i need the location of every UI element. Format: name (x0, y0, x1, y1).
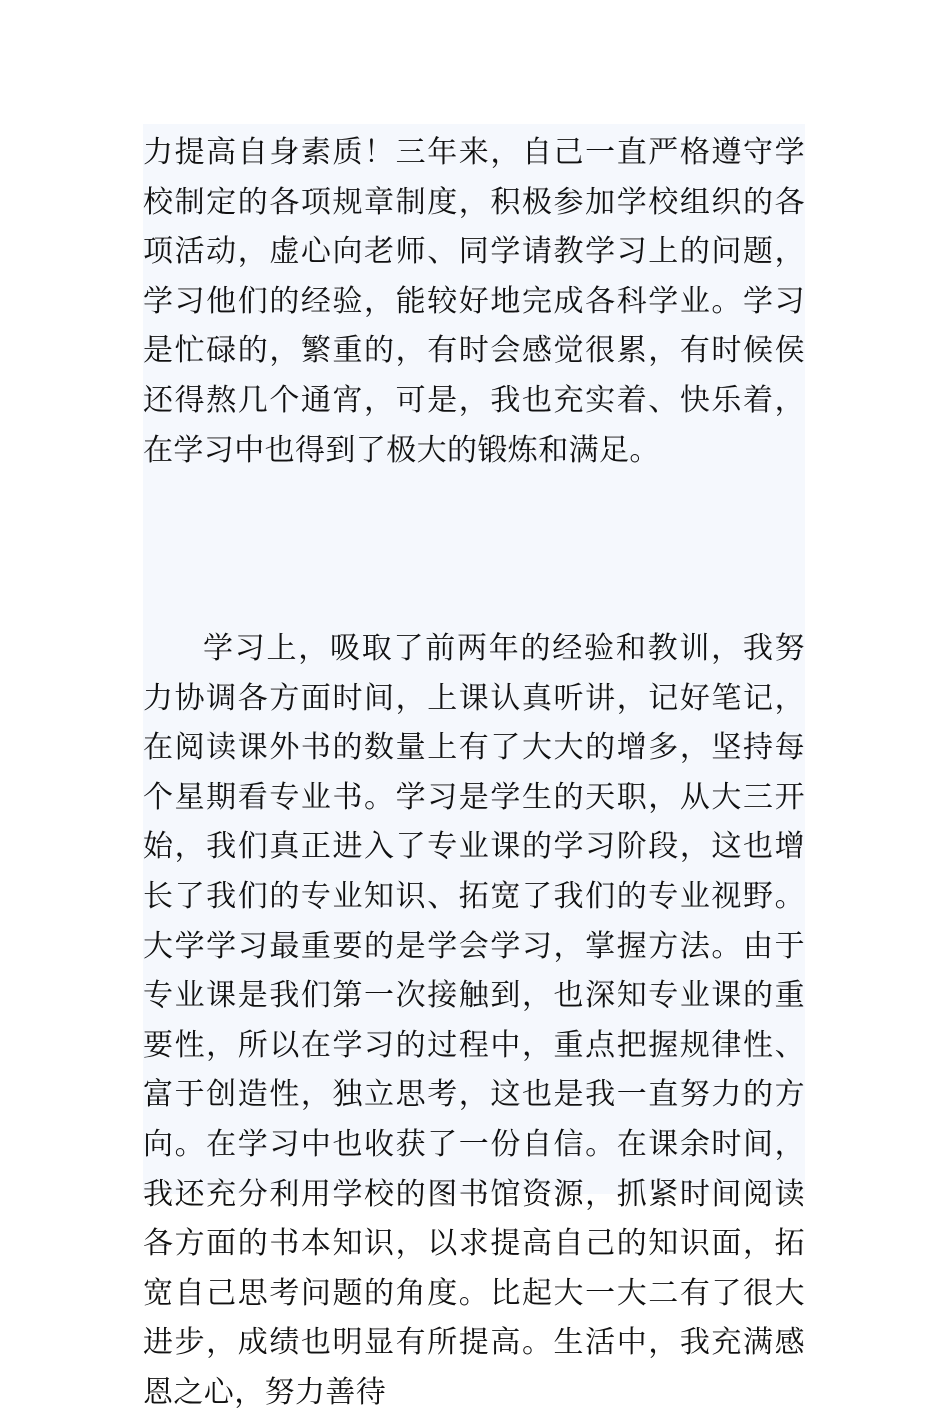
paragraph-2: 学习上，吸取了前两年的经验和教训，我努力协调各方面时间，上课认真听讲，记好笔记，在阅读课外书的数量上有了大大的增多，坚持每个星期看专业书。学习是学生的天职，从大三开始，我们真正进入了专业课的学习阶段，这也增长了我们的专业知识、拓宽了我们的专业视野。大学学习最重要的是学会学习，掌握方法。由于专业课是我们第一次接触到，也深知专业课的重要性，所以在学习的过程中，重点把握规律性、富于创造性，独立思考，这也是我一直努力的方向。在学习中也收获了一份自信。在课余时间，我还充分利用学校的图书馆资源，抓紧时间阅读各方面的书本知识，以求提高自己的知识面，拓宽自己思考问题的角度。比起大一大二有了很大进步，成绩也明显有所提高。生活中，我充满感恩之心，努力善待 (143, 631, 805, 1410)
text-block (143, 124, 805, 1410)
paragraph-1: 力提高自身素质！三年来，自己一直严格遵守学校制定的各项规章制度，积极参加学校组织的各项活动，虚心向老师、同学请教学习上的问题，学习他们的经验，能较好地完成各科学业。学习是忙碌的，繁重的，有时会感觉很累，有时候侯还得熬几个通宵，可是，我也充实着、快乐着，在学习中也得到了极大的锻炼和满足。 (143, 135, 805, 468)
